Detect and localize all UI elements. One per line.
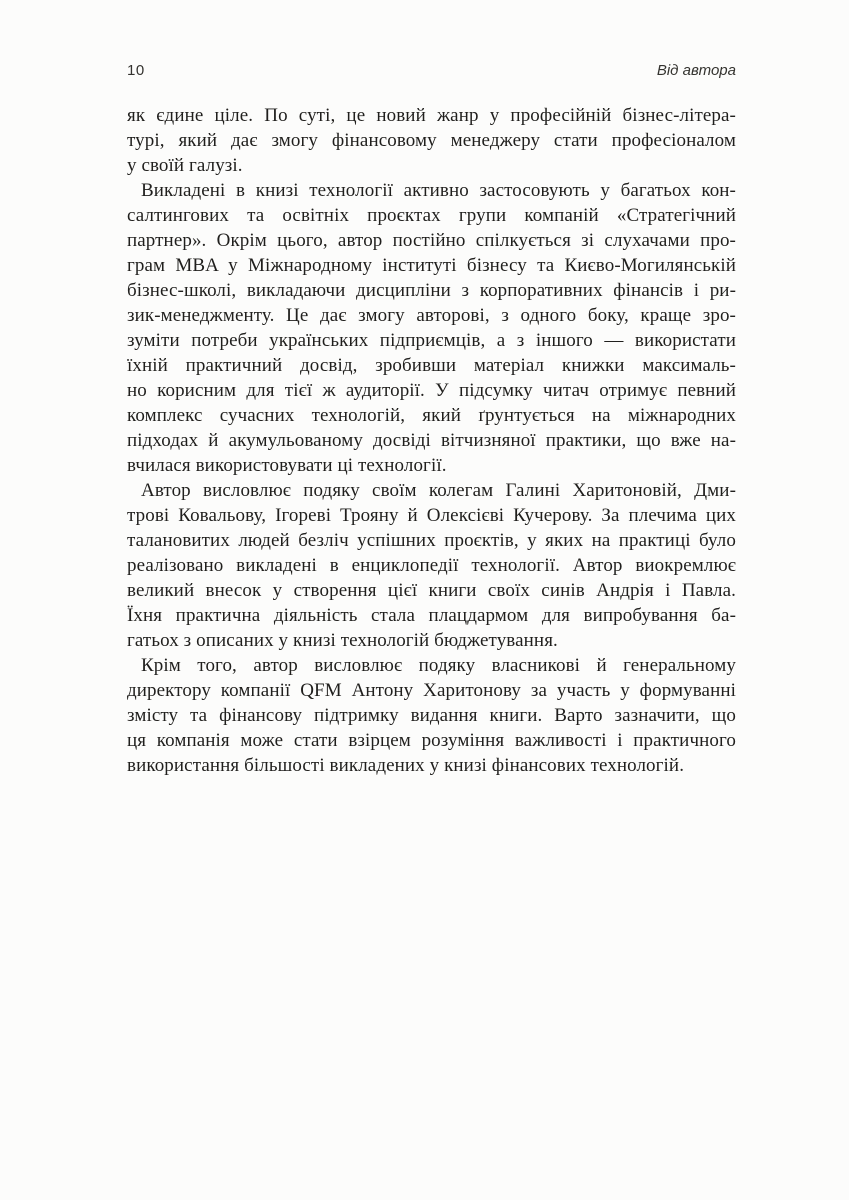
text-line: грам MBA у Міжнародному інституті бізнесу та Києво-Могилянській xyxy=(127,255,736,276)
text-line: гатьох з описаних у книзі технологій бюджетування. xyxy=(127,630,558,651)
text-line: Автор висловлює подяку своїм колегам Галині Харитоновій, Дми- xyxy=(141,480,736,501)
page-number: 10 xyxy=(127,62,145,79)
text-line: реалізовано викладені в енциклопедії технології. Автор виокремлює xyxy=(127,555,736,576)
running-header xyxy=(127,62,736,79)
text-line: комплекс сучасних технологій, який ґрунтується на міжнародних xyxy=(127,405,736,426)
text-line: ця компанія може стати взірцем розуміння важливості і практичного xyxy=(127,730,736,751)
text-line: зик-менеджменту. Це дає змогу авторові, з одного боку, краще зро- xyxy=(127,305,736,326)
text-line: Крім того, автор висловлює подяку власникові й генеральному xyxy=(141,655,736,676)
paragraph xyxy=(127,103,736,178)
text-line: бізнес-школі, викладаючи дисципліни з корпоративних фінансів і ри- xyxy=(127,280,736,301)
text-line: но корисним для тієї ж аудиторії. У підсумку читач отримує певний xyxy=(127,380,736,401)
running-head-title: Від автора xyxy=(656,62,736,79)
text-line: як єдине ціле. По суті, це новий жанр у професійній бізнес-літера- xyxy=(127,105,736,126)
text-line: підходах й акумульованому досвіді вітчизняної практики, що вже на- xyxy=(127,430,736,451)
text-block xyxy=(127,103,736,778)
paragraph xyxy=(127,178,736,478)
text-line: партнер». Окрім цього, автор постійно спілкується зі слухачами про- xyxy=(127,230,736,251)
text-line: великий внесок у створення цієї книги своїх синів Андрія і Павла. xyxy=(127,580,736,601)
text-line: директору компанії QFM Антону Харитонову за участь у формуванні xyxy=(127,680,736,701)
text-line: використання більшості викладених у книзі фінансових технологій. xyxy=(127,755,685,776)
text-line: вчилася використовувати ці технології. xyxy=(127,455,447,476)
text-line: трові Ковальову, Ігореві Трояну й Олексієві Кучерову. За плечима цих xyxy=(127,505,736,526)
text-line: їхній практичний досвід, зробивши матеріал книжки максималь- xyxy=(127,355,736,376)
text-line: турі, який дає змогу фінансовому менеджеру стати професіоналом xyxy=(127,130,736,151)
text-line: талановитих людей безліч успішних проєктів, у яких на практиці було xyxy=(127,530,736,551)
text-line: у своїй галузі. xyxy=(127,155,243,176)
text-line: змісту та фінансову підтримку видання книги. Варто зазначити, що xyxy=(127,705,736,726)
paragraph xyxy=(127,478,736,653)
text-line: зуміти потреби українських підприємців, а з іншого — використати xyxy=(127,330,736,351)
text-line: Їхня практична діяльність стала плацдармом для випробування ба- xyxy=(127,605,736,626)
text-line: Викладені в книзі технології активно застосовують у багатьох кон- xyxy=(141,180,736,201)
text-line: салтингових та освітніх проєктах групи компаній «Стратегічний xyxy=(127,205,736,226)
paragraph xyxy=(127,653,736,778)
